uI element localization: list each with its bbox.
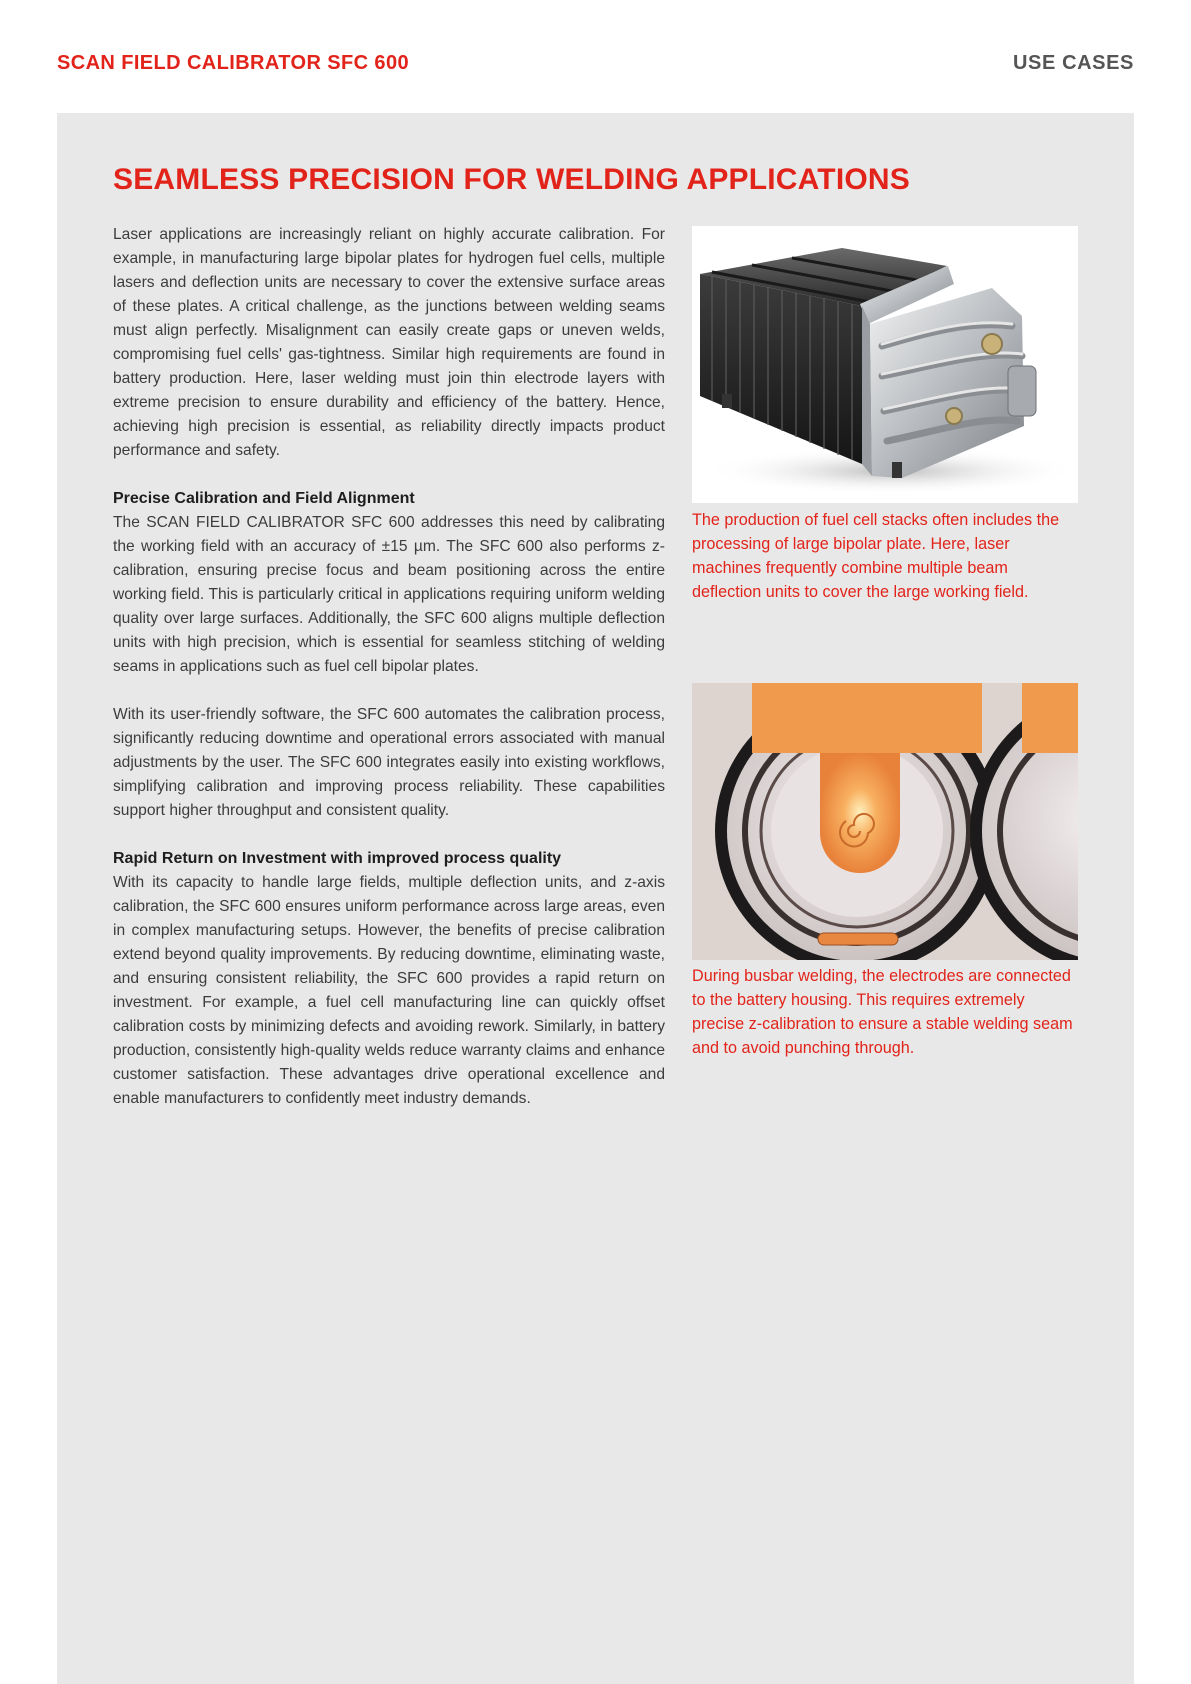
busbar-welding-image: [692, 683, 1078, 960]
content-panel: [57, 113, 1134, 1684]
section-heading-calibration: Precise Calibration and Field Alignment: [113, 490, 415, 507]
fuel-cell-stack-image: [692, 226, 1078, 503]
page-title: SEAMLESS PRECISION FOR WELDING APPLICATIONS: [113, 163, 910, 196]
calibration-paragraph: The SCAN FIELD CALIBRATOR SFC 600 addresses this need by calibrating the working field with an accuracy of ±15 µm. The SFC 600 also performs z-calibration, ensuring precise focus and beam positioning across the entire working field. This is particularly critical in applications requiring uniform welding quality over large surfaces. Additionally, the SFC 600 aligns multiple deflection units with high precision, which is essential for seamless stitching of welding seams in applications such as fuel cell bipolar plates.: [113, 514, 665, 675]
body-text-column: [113, 223, 665, 1111]
document-title-header: SCAN FIELD CALIBRATOR SFC 600: [57, 52, 410, 74]
intro-paragraph: Laser applications are increasingly reliant on highly accurate calibration. For example, in manufacturing large bipolar plates for hydrogen fuel cells, multiple lasers and deflection units are necessary to cover the extensive surface areas of these plates. A critical challenge, as the junctions between welding seams must align perfectly. Misalignment can easily create gaps or uneven welds, compromising fuel cells' gas-tightness. Similar high requirements are found in battery production. Here, laser welding must join thin electrode layers with extreme precision to ensure durability and efficiency of the battery. Hence, achieving high precision is essential, as reliability directly impacts product performance and safety.: [113, 226, 665, 459]
roi-paragraph: With its capacity to handle large fields, multiple deflection units, and z-axis calibration, the SFC 600 ensures uniform performance across large areas, even in complex manufacturing setups. However, the benefits of precise calibration extend beyond quality improvements. By reducing downtime, eliminating waste, and ensuring consistent reliability, the SFC 600 provides a rapid return on investment. For example, a fuel cell manufacturing line can quickly offset calibration costs by minimizing defects and avoiding rework. Similarly, in battery production, consistently high-quality welds reduce warranty claims and enhance customer satisfaction. These advantages drive operational excellence and enable manufacturers to confidently meet industry demands.: [113, 874, 665, 1107]
figure-caption-fuel-cell: The production of fuel cell stacks often includes the processing of large bipolar plate. Here, laser machines frequently combine multiple beam deflection units to cover the large working field.: [692, 511, 1060, 601]
software-paragraph: With its user-friendly software, the SFC 600 automates the calibration process, significantly reducing downtime and operational errors associated with manual adjustments by the user. The SFC 600 integrates easily into existing workflows, simplifying calibration and improving process reliability. These capabilities support higher throughput and consistent quality.: [113, 706, 665, 819]
figure-caption-busbar: During busbar welding, the electrodes are connected to the battery housing. This requires extremely precise z-calibration to ensure a stable welding seam and to avoid punching through.: [692, 967, 1073, 1057]
page-header: [57, 52, 1134, 78]
section-label-header: USE CASES: [1013, 52, 1134, 74]
section-heading-roi: Rapid Return on Investment with improved process quality: [113, 850, 562, 867]
